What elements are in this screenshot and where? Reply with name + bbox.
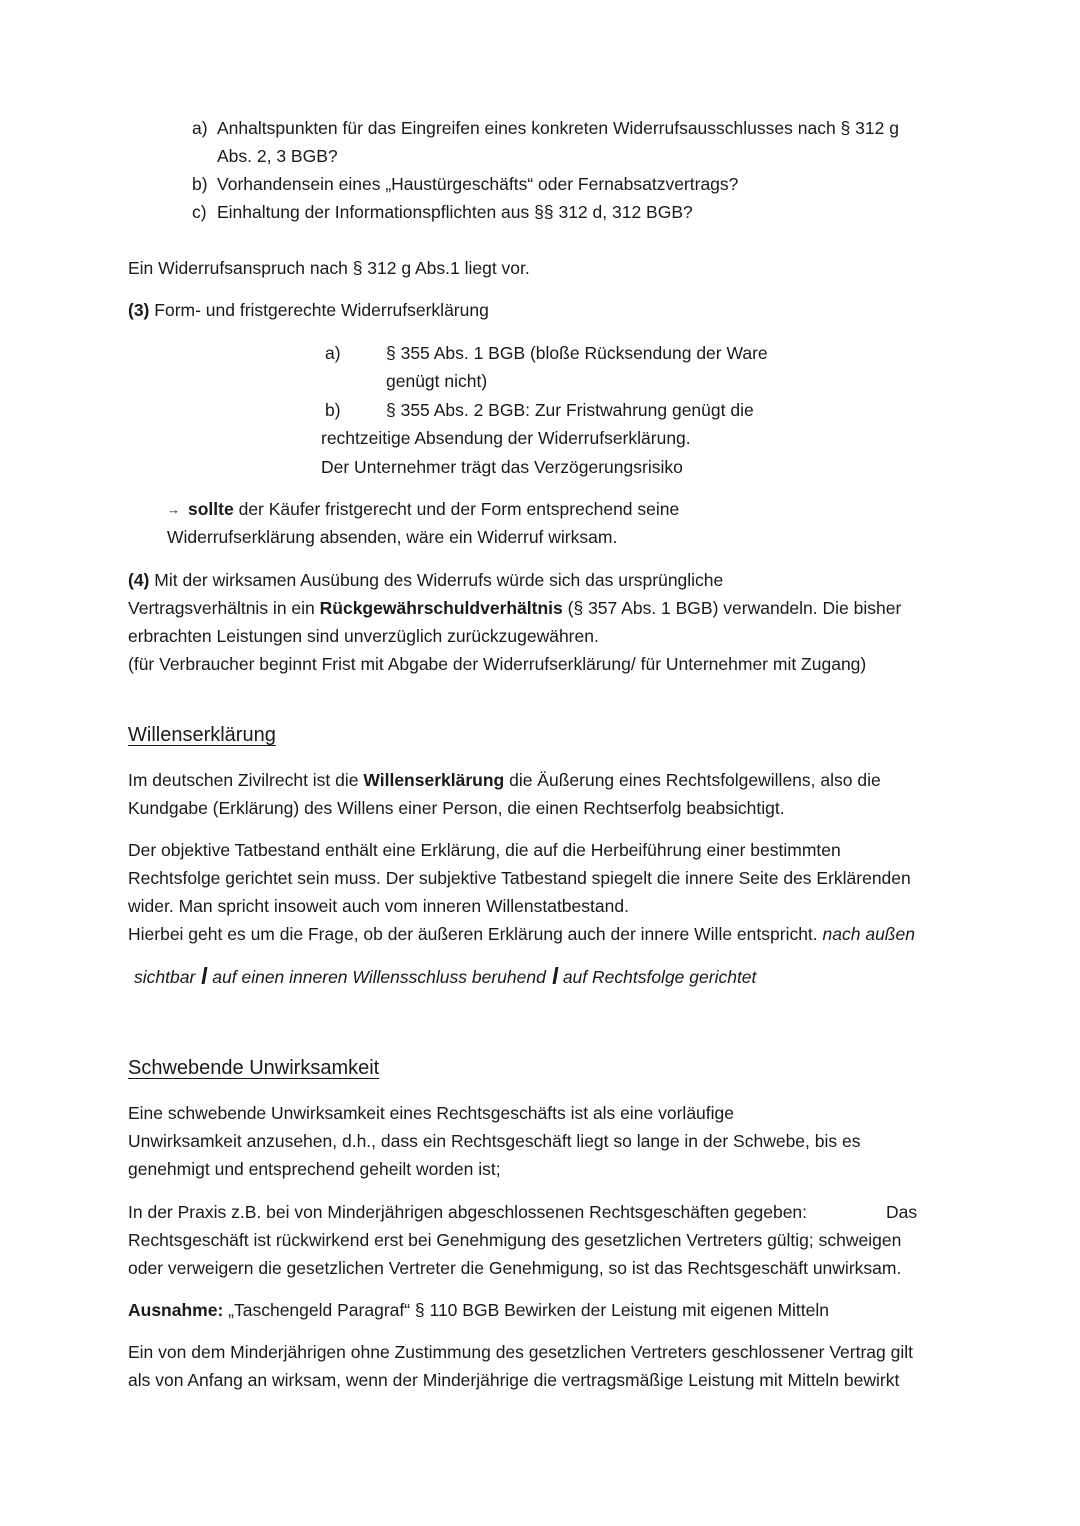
schwebend-p2-line1-end: Das (886, 1202, 918, 1222)
list-item-a-line1: Anhaltspunkten für das Eingreifen eines konkreten Widerrufsausschlusses nach § 312 g (217, 118, 899, 138)
separator-bar-icon (202, 967, 208, 984)
criterion-rechtsfolge: auf Rechtsfolge gerichtet (562, 967, 757, 987)
list-label-a: a) (192, 118, 208, 138)
list-label-c: c) (192, 202, 207, 222)
point-4-line3: erbrachten Leistungen sind unverzüglich zurückzugewähren. (128, 626, 599, 646)
point-4-line1 (128, 568, 723, 592)
list-item-a-line2: Abs. 2, 3 BGB? (217, 146, 338, 166)
willen-p2-line3: wider. Man spricht insoweit auch vom inneren Willenstatbestand. (128, 896, 629, 916)
point-3-b-line1: § 355 Abs. 2 BGB: Zur Fristwahrung genügt die (386, 400, 754, 420)
list-item-b: Vorhandensein eines „Haustürgeschäfts“ oder Fernabsatzvertrags? (217, 174, 739, 194)
point-4-line2-bold: Rückgewährschuldverhältnis (319, 598, 563, 618)
point-3-a-line1: § 355 Abs. 1 BGB (bloße Rücksendung der Ware (386, 343, 768, 363)
list-label-b: b) (192, 174, 208, 194)
point-3-conclusion-bold: sollte (188, 499, 234, 519)
willen-p2-line4-text: Hierbei geht es um die Frage, ob der äußeren Erklärung auch der innere Wille entspricht. (128, 924, 823, 944)
point-4-line2-post: (§ 357 Abs. 1 BGB) verwandeln. Die bisher (562, 598, 902, 618)
willen-p2-line2: Rechtsfolge gerichtet sein muss. Der subjektive Tatbestand spiegelt die innere Seite des Erklärenden (128, 868, 911, 888)
section-heading-willenserklaerung: Willenserklärung (128, 724, 276, 746)
schwebend-p1-line3: genehmigt und entsprechend geheilt worden ist; (128, 1159, 501, 1179)
willen-p2-line1: Der objektive Tatbestand enthält eine Erklärung, die auf die Herbeiführung einer bestimmten (128, 840, 841, 860)
willen-p1-pre: Im deutschen Zivilrecht ist die (128, 770, 364, 790)
point-4-line4: (für Verbraucher beginnt Frist mit Abgabe der Widerrufserklärung/ für Unternehmer mit Zugang) (128, 654, 867, 674)
arrow-right-icon: → (167, 502, 180, 517)
point-3-b-line3: Der Unternehmer trägt das Verzögerungsrisiko (321, 457, 683, 477)
schwebend-p2-line1: In der Praxis z.B. bei von Minderjährigen abgeschlossenen Rechtsgeschäften gegeben: (128, 1202, 808, 1222)
point-3-b-line2: rechtzeitige Absendung der Widerrufserklärung. (321, 428, 691, 448)
willen-p1-bold: Willenserklärung (363, 770, 505, 790)
criterion-willensschluss: auf einen inneren Willensschluss beruhend (212, 967, 546, 987)
willen-p2-line4-italic: nach außen (822, 924, 915, 944)
exception-label: Ausnahme: (128, 1300, 224, 1320)
point-4-text: Mit der wirksamen Ausübung des Widerrufs würde sich das ursprüngliche (154, 570, 724, 590)
schwebend-p1-line1: Eine schwebende Unwirksamkeit eines Rechtsgeschäfts ist als eine vorläufige (128, 1103, 734, 1123)
exception-text: „Taschengeld Paragraf“ § 110 BGB Bewirken der Leistung mit eigenen Mitteln (223, 1300, 829, 1320)
willen-p1-line1 (128, 768, 881, 792)
schwebend-exception (128, 1298, 829, 1322)
point-3-a-line2: genügt nicht) (386, 371, 488, 391)
schwebend-p3-line1: Ein von dem Minderjährigen ohne Zustimmung des gesetzlichen Vertreters geschlossener Vertrag gilt (128, 1342, 913, 1362)
list-item-c: Einhaltung der Informationspflichten aus §§ 312 d, 312 BGB? (217, 202, 693, 222)
section-heading-schwebende-unwirksamkeit: Schwebende Unwirksamkeit (128, 1057, 380, 1079)
schwebend-p1-line2: Unwirksamkeit anzusehen, d.h., dass ein Rechtsgeschäft liegt so lange in der Schwebe, bis es (128, 1131, 861, 1151)
point-4-line2 (128, 596, 901, 620)
point-4-number: (4) (128, 570, 150, 590)
point-4-line2-pre: Vertragsverhältnis in ein (128, 598, 320, 618)
separator-bar-icon (552, 967, 558, 984)
willen-criteria-line (134, 965, 756, 989)
schwebend-p2-line2: Rechtsgeschäft ist rückwirkend erst bei Genehmigung des gesetzlichen Vertreters gültig; schweigen (128, 1230, 902, 1250)
schwebend-p2-line3: oder verweigern die gesetzlichen Vertreter die Genehmigung, so ist das Rechtsgeschäft unwirksam. (128, 1258, 902, 1278)
willen-p1-post: die Äußerung eines Rechtsfolgewillens, also die (504, 770, 881, 790)
point-3-title: Form- und fristgerechte Widerrufserklärung (154, 300, 489, 320)
willen-p2-line4 (128, 922, 915, 946)
point-3-conclusion-rest: der Käufer fristgerecht und der Form entsprechend seine (233, 499, 680, 519)
schwebend-p3-line2: als von Anfang an wirksam, wenn der Minderjährige die vertragsmäßige Leistung mit Mitteln bewirkt (128, 1370, 900, 1390)
conclusion-widerrufsanspruch: Ein Widerrufsanspruch nach § 312 g Abs.1 liegt vor. (128, 258, 530, 278)
point-3-number: (3) (128, 300, 150, 320)
point-3-label-a: a) (325, 343, 341, 363)
criterion-sichtbar: sichtbar (134, 967, 196, 987)
point-3-label-b: b) (325, 400, 341, 420)
point-3-heading (128, 298, 489, 322)
point-3-conclusion-line1 (167, 497, 679, 523)
point-3-conclusion-line2: Widerrufserklärung absenden, wäre ein Widerruf wirksam. (167, 527, 618, 547)
willen-p1-line2: Kundgabe (Erklärung) des Willens einer Person, die einen Rechtserfolg beabsichtigt. (128, 798, 785, 818)
